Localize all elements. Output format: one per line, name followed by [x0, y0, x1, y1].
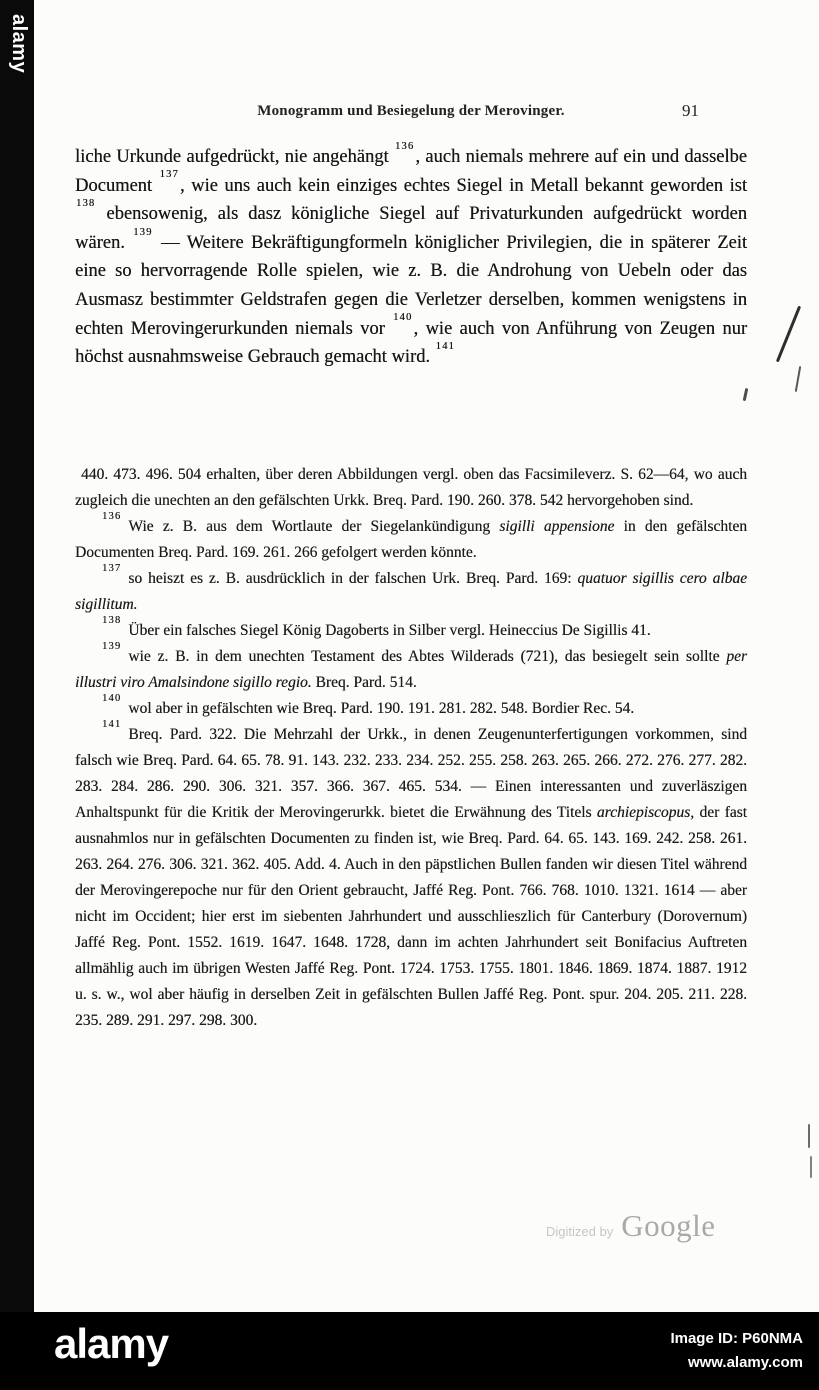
alamy-info [670, 1327, 803, 1375]
text-run: — Weitere Bekräftigungformeln königlicher Privilegien, die in späterer Zeit eine so hervorragende Rolle spielen, wie z. B. die Androhung von Uebeln oder das Ausmasz bestimmter Geldstrafen gegen die Verletzer derselben, kommen wenigstens in echten Merovingerurkunden niemals vor [75, 232, 748, 339]
footnote-text: in den gefälschten Documenten Breq. Pard. 169. 261. 266 gefolgert werden könnte. [75, 518, 747, 561]
footnote-139 [75, 640, 747, 696]
footnote-text: so heiszt es z. B. ausdrücklich in der falschen Urk. Breq. Pard. 169: [128, 570, 578, 587]
footnote-ref-141: 141 [435, 341, 455, 352]
text-run: ebensowenig, als dasz königliche Siegel auf Privaturkunden aufgedrückt worden wären. [75, 204, 747, 253]
pen-mark-slash [776, 306, 801, 363]
footnote-ref-136: 136 [394, 140, 415, 152]
running-header: Monogramm und Besiegelung der Merovinger. [257, 103, 565, 119]
footnote-text: Über ein falsches Siegel König Dagoberts in Silber vergl. Heineccius De Sigillis 41. [128, 622, 651, 639]
main-paragraph [75, 140, 748, 372]
footnotes-section [75, 462, 747, 1034]
alamy-url: www.alamy.com [687, 1354, 803, 1371]
footnote-text: wie z. B. in dem unechten Testament des Abtes Wilderads (721), das besiegelt sein sollte [128, 648, 727, 665]
footnote-text: Breq. Pard. 322. Die Mehrzahl der Urkk., in denen Zeugenunterfertigungen vorkommen, sind falsch wie Breq. Pard. 64. 65. 78. 91. 143. 232. 233. 234. 252. 255. 258. 263. 265. 266. 272. 276. 277. 282. 283. 284. 286. 290. 306. 321. 357. 366. 367. 465. 534. — Einen interessanten und zuverläszigen Anhaltspunkt für die Kritik der Merovingerurkk. bietet die Erwähnung des Titels [75, 726, 747, 821]
text-run: liche Urkunde aufgedrückt, nie angehängt [75, 147, 394, 167]
alamy-strip-logo: alamy [8, 14, 30, 74]
footnote-number: 138 [102, 614, 122, 626]
footnote-ref-139: 139 [133, 226, 153, 238]
footnote-text: Breq. Pard. 514. [311, 674, 417, 691]
footnote-text: 440. 473. 496. 504 erhalten, über deren Abbildungen vergl. oben das Facsimileverz. S. 62—64, wo auch zugleich die unechten an den gefälschten Urkk. Breq. Pard. 190. 260. 378. 542 hervorgehoben sind. [75, 466, 747, 509]
footnote-text-italic: sigilli appensione [499, 518, 615, 535]
page-number: 91 [682, 101, 699, 120]
footnote-text: wol aber in gefälschten wie Breq. Pard. 190. 191. 281. 282. 548. Bordier Rec. 54. [128, 700, 635, 717]
pen-mark-edge [808, 1124, 810, 1148]
footnote-number: 137 [102, 562, 122, 574]
footnote-number: 136 [102, 510, 122, 522]
text-run: , wie uns auch kein einziges echtes Siegel in Metall bekannt geworden ist [179, 175, 747, 196]
footnote-136 [75, 510, 747, 566]
footnote-137 [75, 562, 748, 618]
digitized-watermark [546, 1208, 715, 1244]
page-content [75, 0, 747, 1310]
pen-mark-tick [795, 366, 801, 392]
footnote-ref-140: 140 [393, 312, 413, 324]
footnote-number: 139 [102, 640, 122, 652]
footnote-141 [75, 718, 748, 1034]
footnote-text-italic: quatuor sigillis cero albae sigillitum. [75, 570, 748, 613]
footnote-ref-138: 138 [76, 198, 96, 210]
text-run: , auch niemals mehrere auf ein und dasselbe Document [75, 147, 747, 196]
footnote-text-italic: archiepiscopus, [596, 804, 695, 821]
footnote-text: der fast ausnahmlos nur in gefälschten Documenten zu finden ist, wie Breq. Pard. 64. 65. 143. 169. 242. 258. 261. 263. 264. 276. 306. 321. 362. 405. Add. 4. Auch in den päpstlichen Bullen fanden wir diesen Titel während der Merovingerepoche nur für den Orient gebraucht, Jaffé Reg. Pont. 766. 768. 1010. 1321. 1614 — aber nicht im Occident; hier erst im siebenten Jahrhundert und ausschlieszlich für Canterbury (Dorovernum) Jaffé Reg. Pont. 1552. 1619. 1647. 1648. 1728, dann im achten Jahrhundert seit Bonifacius Auftreten allmählig auch im übrigen Westen Jaffé Reg. Pont. 1724. 1753. 1755. 1801. 1846. 1869. 1874. 1887. 1912 u. s. w., wol aber häufig in derselben Zeit in gefälschten Bullen Jaffé Reg. Pont. spur. 204. 205. 211. 228. 235. 289. 291. 297. 298. 300. [75, 804, 748, 1029]
footnote-ref-137: 137 [159, 169, 179, 181]
footnote-number: 141 [102, 718, 122, 730]
alamy-bottom-bar [0, 1312, 819, 1390]
footnote-text-italic: per illustri viro Amalsindone sigillo regio. [75, 648, 747, 691]
pen-mark-edge [810, 1156, 812, 1178]
digitized-by-label: Digitized by [546, 1224, 614, 1239]
footnote-text: Wie z. B. aus dem Wortlaute der Siegelankündigung [128, 518, 500, 535]
text-run: , wie auch von Anführung von Zeugen nur höchst ausnahmsweise Gebrauch gemacht wird. [75, 318, 747, 368]
alamy-side-strip [0, 0, 34, 1390]
alamy-image-id: Image ID: P60NMA [670, 1330, 803, 1347]
footnote-number: 140 [102, 692, 122, 704]
footnote-138 [75, 614, 747, 644]
alamy-logo: alamy [54, 1320, 169, 1367]
footnote-continuation [75, 462, 747, 514]
footnote-140 [75, 692, 747, 722]
google-logo: Google [621, 1208, 716, 1243]
